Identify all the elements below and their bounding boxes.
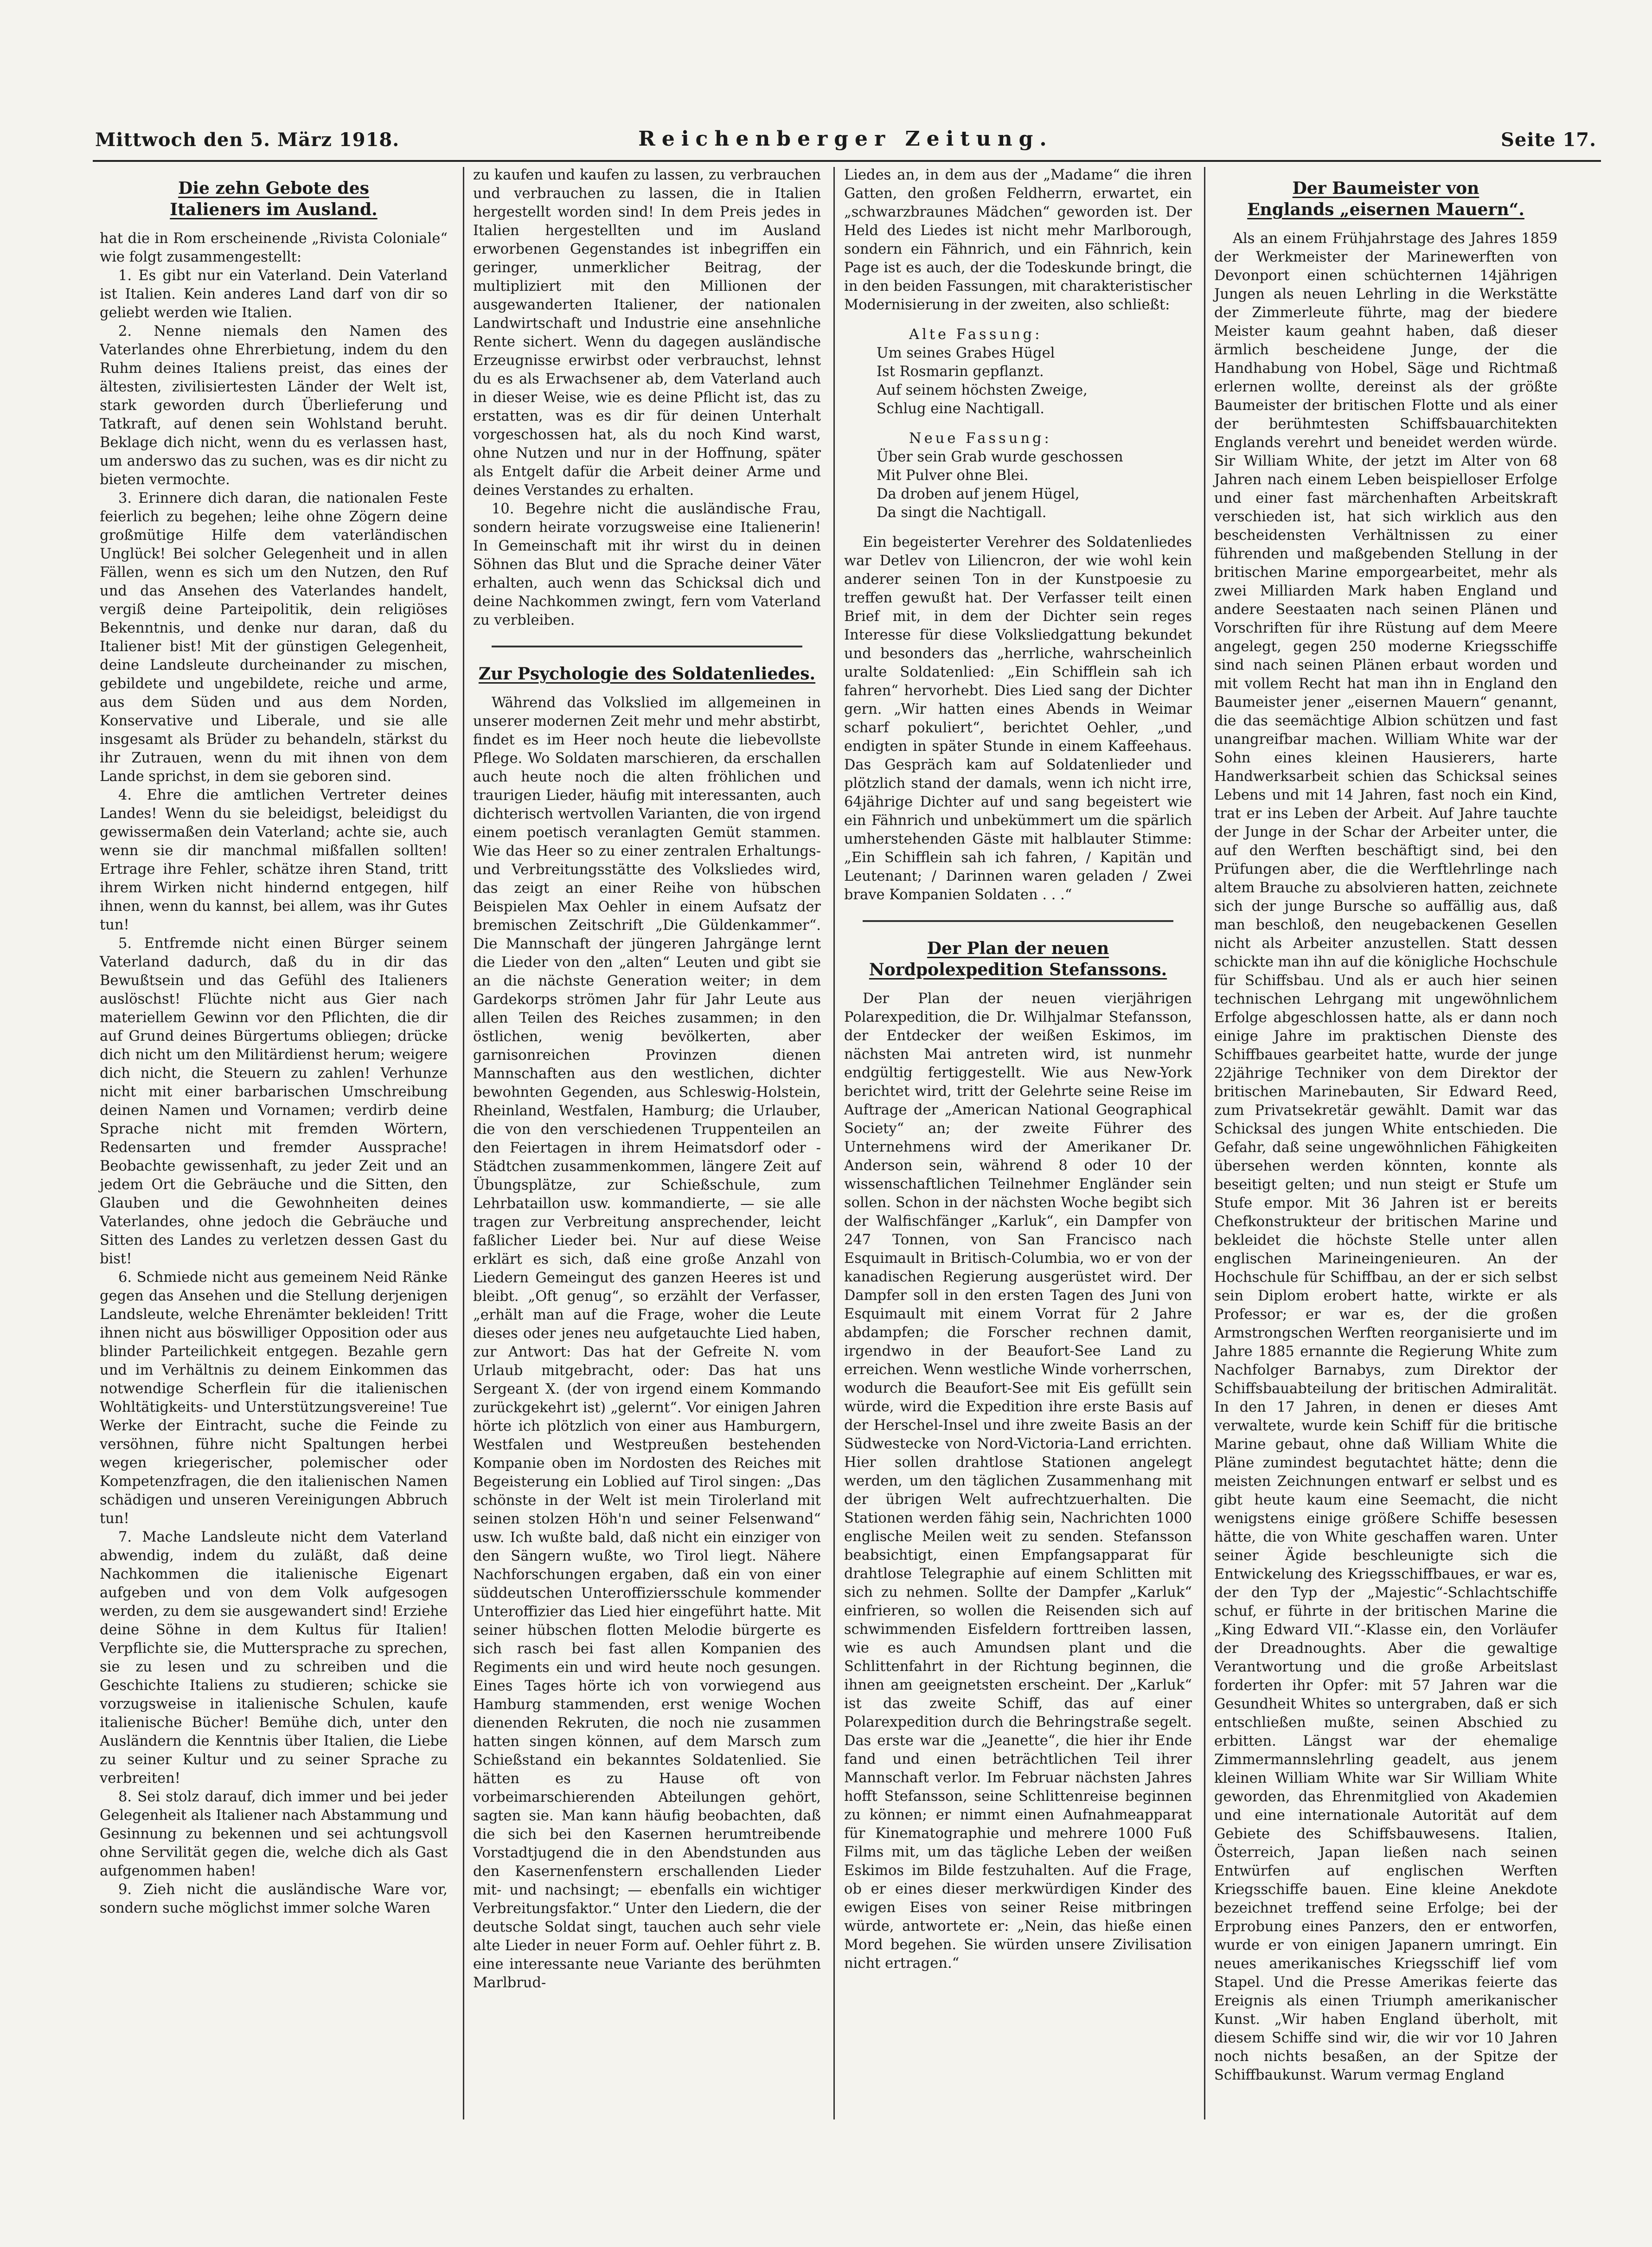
paragraph: 1. Es gibt nur ein Vaterland. Dein Vaterland ist Italien. Kein anderes Land darf von dir so geliebt werden wie Italien. [100, 268, 448, 321]
paragraph: hat die in Rom erscheinende „Rivista Coloniale“ wie folgt zusammengestellt: [100, 230, 448, 265]
masthead: Reichenberger Zeitung. [638, 127, 1053, 151]
article-title: Zur Psychologie des Soldatenliedes. [478, 664, 816, 684]
paragraph: 9. Zieh nicht die ausländische Ware vor, sondern suche möglichst immer solche Waren [100, 1882, 448, 1916]
paragraph: 10. Begehre nicht die ausländische Frau, sondern heirate vorzugsweise eine Italienerin! In Gemeinschaft mit ihr wirst du in deinen Söhnen das Blut und die Sprache deiner Väter erhalten, auch wenn das Schicksal dich und deine Nachkommen zwingt, fern vom Vaterland zu verbleiben. [473, 501, 821, 628]
page-number: Seite 17. [1501, 129, 1596, 151]
header-rule [93, 160, 1601, 162]
paragraph: Liedes an, in dem aus der „Madame“ die ihren Gatten, den großen Feldherrn, erwartet, ein „schwarzbraunes Mädchen“ geworden ist. Der Held des Liedes ist nicht mehr Marlborough, sondern ein Fähnrich, und ein Fähnrich, kein Page ist es auch, der die Todeskunde bringt, die in den beiden Fassungen, mit charakteristischer Modernisierung in der zweiten, also schließt: [844, 167, 1192, 313]
column-3 [844, 166, 1192, 1973]
paragraph: 7. Mache Landsleute nicht dem Vaterland abwendig, indem du zuläßt, daß deine Nachkommen die italienische Eigenart aufgeben und von dem Volk aufgesogen werden, zu dem sie ausgewandert sind! Erziehe deine Söhne in dem Kultus für Italien! Verpflichte sie, die Muttersprache zu sprechen, sie zu lesen und zu schreiben und die Geschichte Italiens zu studieren; schicke sie vorzugsweise in italienische Schulen, kaufe italienische Bücher! Bemühe dich, unter den Ausländern die Kenntnis über Italien, die Liebe zu seiner Kultur und zu seiner Sprache zu verbreiten! [100, 1529, 448, 1786]
article-title: Die zehn Gebote des Italieners im Ausland. [170, 179, 378, 219]
poem-line: Mit Pulver ohne Blei. [877, 467, 1029, 484]
paragraph: 4. Ehre die amtlichen Vertreter deines Landes! Wenn du sie beleidigst, beleidigst du gewissermaßen dein Vaterland; achte sie, auch wenn sie dir manchmal mißfallen sollten! Ertrage ihre Fehler, schätze ihren Stand, tritt ihrem Wirken nicht hindernd entgegen, hilf ihnen, wenn du kannst, bei allem, was ihr Gutes tun! [100, 787, 448, 933]
paragraph: Als an einem Frühjahrstage des Jahres 1859 der Werkmeister der Marinewerften von Devonport einen schüchternen 14jährigen Jungen als neuen Lehrling in die Werkstätte der Zimmerleute führte, mag der biedere Meister kaum geahnt haben, daß dieser ärmlich bescheidene Junge, der die Handhabung von Hobel, Säge und Richtmaß erlernen wollte, dereinst als der größte Baumeister der britischen Flotte und als einer der berühmtesten Schiffsbauarchitekten Englands verehrt und beneidet werden würde. Sir William White, der jetzt im Alter von 68 Jahren nach einem Leben beispielloser Erfolge und einer fast märchenhaften Arbeitskraft verschieden ist, hat sich wirklich aus den bescheidensten Verhältnissen zu einer führenden und maßgebenden Stellung in der britischen Marine emporgearbeitet, mehr als zwei Milliarden Mark haben England und andere Seestaaten nach seinen Plänen und Vorschriften für ihre Rüstung auf dem Meere angelegt, gegen 250 moderne Kriegsschiffe sind nach seinen Plänen erbaut worden und mit vollem Recht hat man ihn in England den Baumeister jener „eisernen Mauern“ genannt, die das seemächtige Albion schützen und fast unangreifbar machen. William White war der Sohn eines kleinen Hausierers, harte Handwerksarbeit schien das Schicksal seines Lebens und mit 14 Jahren, fast noch ein Kind, trat er ins Leben der Arbeit. Auf Jahre tauchte der Junge in der Schar der Arbeiter unter, die auf den Werften beschäftigt sind, bei den Prüfungen aber, die die Werftlehrlinge nach altem Brauche zu absolvieren hatten, zeichnete sich der junge Bursche so auffällig aus, daß man beschloß, den neugebackenen Gesellen nicht als Arbeiter anzustellen. Statt dessen schickte man ihn auf die königliche Hochschule für Schiffsbau. Und als er auch hier seinen technischen Lehrgang mit ungewöhnlichem Erfolge abgeschlossen hatte, als er dann noch einige Jahre im praktischen Dienste des Schiffbaues gearbeitet hatte, wurde der junge 22jährige Techniker von dem Direktor der britischen Marinebauten, Sir Edward Reed, zum Privatsekretär gewählt. Damit war das Schicksal des jungen White entschieden. Die Gefahr, daß seine ungewöhnlichen Fähigkeiten übersehen werden könnten, konnte als beseitigt gelten; und nun steigt er Stufe um Stufe empor. Mit 36 Jahren ist er bereits Chefkonstrukteur der britischen Marine und bekleidet die höchste Stelle unter allen englischen Marineingenieuren. An der Hochschule für Schiffbau, an der er sich selbst sein Diplom erobert hatte, wirkte er als Professor; er war es, der die großen Armstrongschen Werften reorganisierte und im Jahre 1885 ernannte die Regierung White zum Nachfolger Barnabys, zum Direktor der Schiffsbauabteilung der britischen Admiralität. In den 17 Jahren, in denen er dieses Amt verwaltete, wurde kein Schiff für die britische Marine gebaut, ohne daß William White die Pläne zumindest begutachtet hätte; denn die meisten Zeichnungen entwarf er selbst und es gibt heute kaum eine Seemacht, die nicht wenigstens einige größere Schiffe besessen hätte, die von White geschaffen waren. Unter seiner Ägide beschleunigte sich die Entwickelung des Kriegsschiffbaues, er war es, der den Typ der „Majestic“-Schlachtschiffe schuf, er führte in der britischen Marine die „King Edward VII.“-Klasse ein, den Vorläufer der Dreadnoughts. Aber die gewaltige Verantwortung und die große Arbeitslast forderten ihr Opfer: mit 57 Jahren war die Gesundheit Whites so untergraben, daß er sich entschließen mußte, seinen Abschied zu erbitten. Längst war der ehemalige Zimmermannslehrling geadelt, aus jenem kleinen William White war Sir William White geworden, das Ehrenmitglied von Akademien und eine internationale Autorität auf dem Gebiete des Schiffsbauwesens. Italien, Österreich, Japan ließen nach seinen Entwürfen auf englischen Werften Kriegsschiffe bauen. Eine kleine Anekdote bezeichnet treffend seine Erfolge; bei der Erprobung eines Panzers, den er entworfen, wurde er von einigen Japanern umringt. Ein neues amerikanisches Kriegsschiff lief vom Stapel. Und die Presse Amerikas feierte das Ereignis als einen Triumph amerikanischer Kunst. „Wir haben England überholt, mit diesem Schiffe sind wir, die wir vor 10 Jahren noch nichts besaßen, an der Spitze der Schiffbaukunst. Warum vermag England [1214, 230, 1557, 2083]
poem-old-version [877, 326, 1192, 418]
poem-title: Neue Fassung: [909, 430, 1052, 447]
article-separator [863, 920, 1173, 922]
paragraph: 5. Entfremde nicht einen Bürger seinem Vaterland dadurch, daß du in dir das Bewußtsein und das Gefühl des Italieners auslöschst! Flüchte nicht aus Gier nach materiellem Gewinn vor den Pflichten, die dir auf Grund deines Bürgertums obliegen; drücke dich nicht um den Militärdienst herum; weigere dich nicht, die Steuern zu zahlen! Verhunze nicht mit einer barbarischen Umschreibung deinen Namen und Vornamen; verdirb deine Sprache nicht mit fremden Wörtern, Redensarten und fremder Aussprache! Beobachte gewissenhaft, zu jeder Zeit und an jedem Ort die Gebräuche und die Sitten, den Glauben und die Gewohnheiten deines Vaterlandes, ohne jedoch die Gebräuche und Sitten des Landes zu verletzen dessen Gast du bist! [100, 935, 448, 1267]
paragraph: Der Plan der neuen vierjährigen Polarexpedition, die Dr. Wilhjalmar Stefansson, der Entdecker der weißen Eskimos, im nächsten Mai antreten wird, ist nunmehr endgültig fertiggestellt. Wie aus New-York berichtet wird, tritt der Gelehrte seine Reise im Auftrage der „American National Geographical Society“ an; der zweite Führer des Unternehmens wird der Amerikaner Dr. Anderson sein, während 8 oder 10 der wissenschaftlichen Teilnehmer Engländer sein sollen. Schon in der nächsten Woche begibt sich der Walfischfänger „Karluk“, ein Dampfer von 247 Tonnen, von San Francisco nach Esquimault in Britisch-Columbia, wo er von der kanadischen Regierung ausgerüstet wird. Der Dampfer soll in den ersten Tagen des Juni von Esquimault mit einem Vorrat für 2 Jahre abdampfen; die Forscher rechnen damit, irgendwo in der Beaufort-See Land zu erreichen. Wenn westliche Winde vorherrschen, wodurch die Beaufort-See mit Eis gefüllt sein würde, wird die Expedition ihre erste Basis auf der Herschel-Insel und ihre zweite Basis an der Südwestecke von Nord-Victoria-Land errichten. Hier sollen drahtlose Stationen angelegt werden, um den täglichen Zusammenhang mit der übrigen Welt aufrechtzuerhalten. Die Stationen werden fähig sein, Nachrichten 1000 englische Meilen weit zu senden. Stefansson beabsichtigt, einen Empfangsapparat für drahtlose Telegraphie auf einem Schlitten mit sich zu nehmen. Sollte der Dampfer „Karluk“ einfrieren, so wollen die Reisenden sich auf schwimmenden Eisfeldern forttreiben lassen, wie es auch Amundsen plant und die Schlittenfahrt in der Richtung beginnen, die ihnen am geeignetsten erscheint. Der „Karluk“ ist das zweite Schiff, das auf einer Polarexpedition durch die Behringstraße segelt. Das erste war die „Jeanette“, die hier ihr Ende fand und einen beträchtlichen Teil ihrer Mannschaft verlor. Im Februar nächsten Jahres hofft Stefansson, seine Schlittenreise beginnen zu können; er nimmt einen Aufnahmeapparat für Kinematographie und mehrere 1000 Fuß Films mit, um das tägliche Leben der weißen Eskimos im Bilde festzuhalten. Auf die Frage, ob er eines dieser merkwürdigen Kinder des ewigen Eises von seiner Reise mitbringen würde, antwortete er: „Nein, das hieße einen Mord begehen. Sie würden unsere Zivilisation nicht ertragen.“ [844, 991, 1192, 1972]
poem-line: Auf seinem höchsten Zweige, [877, 382, 1088, 398]
article-title: Der Plan der neuen Nordpolexpedition Stefanssons. [869, 939, 1167, 979]
paragraph: 2. Nenne niemals den Namen des Vaterlandes ohne Ehrerbietung, indem du den Ruhm deines Italiens preist, das eines der ältesten, zivilisiertesten Länder der Welt ist, stark geworden durch Überlieferung und Tatkraft, auf denen sein Wohlstand beruht. Beklage dich nicht, wenn du es verlassen hast, um anderswo das zu suchen, was es dir nicht zu bieten vermochte. [100, 323, 448, 488]
poem-new-version [877, 429, 1192, 522]
poem-line: Um seines Grabes Hügel [877, 345, 1055, 361]
poem-title: Alte Fassung: [909, 326, 1043, 343]
header-date: Mittwoch den 5. März 1918. [95, 129, 400, 151]
column-4 [1214, 169, 1557, 2085]
column-divider [463, 167, 464, 2119]
poem-line: Ist Rosmarin gepflanzt. [877, 364, 1044, 380]
article-title: Der Baumeister von Englands „eisernen Mauern“. [1247, 179, 1524, 219]
paragraph: 3. Erinnere dich daran, die nationalen Feste feierlich zu begehen; leihe ohne Zögern deine großmütige Hilfe dem vaterländischen Unglück! Bei solcher Gelegenheit und in allen Fällen, wenn es sich um den Nutzen, den Ruf und das Ansehen des Vaterlandes handelt, vergiß deine Parteipolitik, dein religiöses Bekenntnis, und denke nur daran, daß du Italiener bist! Mit der günstigen Gelegenheit, deine Landsleute durcheinander zu mischen, gebildete und ungebildete, reiche und arme, aus dem Süden und aus dem Norden, Konservative und Liberale, und sie alle insgesamt als Brüder zu behandeln, stärkst du ihr Zutrauen, wenn du mit ihnen von dem Lande sprichst, in dem sie geboren sind. [100, 490, 448, 785]
poem-line: Da droben auf jenem Hügel, [877, 486, 1080, 502]
column-divider [833, 167, 835, 2119]
poem-line: Über sein Grab wurde geschossen [877, 449, 1123, 465]
column-divider [1204, 167, 1205, 2119]
article-separator [492, 646, 802, 647]
poem-line: Da singt die Nachtigall. [877, 505, 1047, 521]
column-2 [473, 166, 821, 1992]
paragraph: 8. Sei stolz darauf, dich immer und bei jeder Gelegenheit als Italiener nach Abstammung und Gesinnung zu bekennen und sei achtungsvoll ohne Servilität gegen die, welche dich als Gast aufgenommen haben! [100, 1789, 448, 1879]
poem-line: Schlug eine Nachtigall. [877, 401, 1044, 417]
paragraph: zu kaufen und kaufen zu lassen, zu verbrauchen und verbrauchen zu lassen, die in Italien hergestellt worden sind! In dem Preis jedes in Italien hergestellten und im Ausland erworbenen Gegenstandes ist inbegriffen ein geringer, unmerklicher Beitrag, der multipliziert mit den Millionen der ausgewanderten Italiener, der nationalen Landwirtschaft und Industrie eine ansehnliche Rente sichert. Wenn du dagegen ausländische Erzeugnisse erwirbst oder verbrauchst, lehnst du es als Erwachsener ab, dem Vaterland auch in dieser Weise, wie es deine Pflicht ist, das zu erstatten, was es dir für deinen Unterhalt vorgeschossen hat, als du noch Kind warst, ohne Nutzen und nur in der Hoffnung, später als Entgelt dafür die Arbeit deiner Arme und deines Verstandes zu erhalten. [473, 167, 821, 499]
paragraph: Ein begeisterter Verehrer des Soldatenliedes war Detlev von Liliencron, der wie wohl kein anderer seinen Ton in der Kunstpoesie zu treffen gewußt hat. Der Verfasser teilt einen Brief mit, in dem der Dichter sein reges Interesse für diese Volksliedgattung bekundet und besonders das „herrliche, wahrscheinlich uralte Soldatenlied: „Ein Schifflein sah ich fahren“ hervorhebt. Dies Lied sang der Dichter gern. „Wir hatten eines Abends in Weimar scharf pokuliert“, berichtet Oehler, „und endigten in später Stunde in einem Kaffeehaus. Das Gespräch kam auf Soldatenlieder und plötzlich stand der damals, wenn ich nicht irre, 64jährige Dichter auf und sang begeistert wie ein Fähnrich und unbekümmert um die spärlich umherstehenden Gäste mit halblauter Stimme: „Ein Schifflein sah ich fahren, / Kapitän und Leutenant; / Darinnen waren geladen / Zwei brave Kompanien Soldaten . . .“ [844, 534, 1192, 903]
page-header [95, 124, 1596, 157]
column-1 [100, 169, 448, 1918]
paragraph: 6. Schmiede nicht aus gemeinem Neid Ränke gegen das Ansehen und die Stellung derjenigen Landsleute, welche Ehrenämter bekleiden! Tritt ihnen nicht aus böswilliger Opposition oder aus blinder Parteilichkeit entgegen. Bezahle gern und im Verhältnis zu deinem Einkommen das notwendige Scherflein für die italienischen Wohltätigkeits- und Unterstützungsvereine! Tue Werke der Eintracht, suche die Feinde zu versöhnen, führe nicht Spaltungen herbei wegen kriegerischer, polemischer oder Kompetenzfragen, die den italienischen Namen schädigen und unseren Vereinigungen Abbruch tun! [100, 1269, 448, 1527]
paragraph: Während das Volkslied im allgemeinen in unserer modernen Zeit mehr und mehr abstirbt, findet es im Heer noch heute die liebevollste Pflege. Wo Soldaten marschieren, da erschallen auch heute noch die alten fröhlichen und traurigen Lieder, häufig mit interessanten, auch dichterisch wertvollen Varianten, die von irgend einem poetisch veranlagten Gemüt stammen. Wie das Heer so zu einer zentralen Erhaltungs- und Verbreitungsstätte des Volksliedes wird, das zeigt an einer Reihe von hübschen Beispielen Max Oehler in einem Aufsatz der bremischen Zeitschrift „Die Güldenkammer“. Die Mannschaft der jüngeren Jahrgänge lernt die Lieder von den „alten“ Leuten und gibt sie an die nächste Generation weiter; in dem Gardekorps strömen Jahr für Jahr Leute aus allen Teilen des Reiches zusammen; in den östlichen, wenig bevölkerten, aber garnisonreichen Provinzen dienen Mannschaften aus den westlichen, dichter bewohnten Gegenden, aus Schleswig-Holstein, Rheinland, Westfalen, Hamburg; die Urlauber, die von den verschiedenen Truppenteilen an den Feiertagen in ihrem Heimatsdorf oder -Städtchen zusammenkommen, längere Zeit auf Übungsplätze, zur Schießschule, zum Lehrbataillon usw. kommandierte, — sie alle tragen zur Verbreitung ansprechender, leicht faßlicher Lieder bei. Nur auf diese Weise erklärt es sich, daß eine große Anzahl von Liedern Gemeingut des ganzen Heeres ist und bleibt. „Oft genug“, so erzählt der Verfasser, „erhält man auf die Frage, woher die Leute dieses oder jenes neu aufgetauchte Lied haben, zur Antwort: Das hat der Gefreite N. vom Urlaub mitgebracht, oder: Das hat uns Sergeant X. (der von irgend einem Kommando zurückgekehrt ist) „gelernt“. Vor einigen Jahren hörte ich plötzlich von einer aus Hamburgern, Westfalen und Westpreußen bestehenden Kompanie oben im Nordosten des Reiches mit Begeisterung ein Loblied auf Tirol singen: „Das schönste in der Welt ist mein Tirolerland mit seinen stolzen Höh'n und seiner Felsenwand“ usw. Ich wußte bald, daß nicht ein einziger von den Sängern wußte, wo Tirol liegt. Nähere Nachforschungen ergaben, daß ein von einer süddeutschen Unteroffiziersschule kommender Unteroffizier das Lied hier eingeführt hatte. Mit seiner hübschen flotten Melodie bürgerte es sich rasch bei fast allen Kompanien des Regiments ein und wird heute noch gesungen. Eines Tages hörte ich von vorwiegend aus Hamburg stammenden, erst wenige Wochen dienenden Rekruten, die noch nie zusammen hatten singen können, auf dem Marsch zum Schießstand ein bekanntes Soldatenlied. Sie hätten es zu Hause oft von vorbeimarschierenden Abteilungen gehört, sagten sie. Man kann häufig beobachten, daß die sich bei den Kasernen herumtreibende Vorstadtjugend die in den Abendstunden aus den Kasernenfenstern erschallenden Lieder mit- und nachsingt; — ebenfalls ein wichtiger Verbreitungsfaktor.“ Unter den Liedern, die der deutsche Soldat singt, tauchen auch sehr viele alte Lieder in neuer Form auf. Oehler führt z. B. eine interessante neue Variante des berühmten Marlbrud- [473, 695, 821, 1991]
